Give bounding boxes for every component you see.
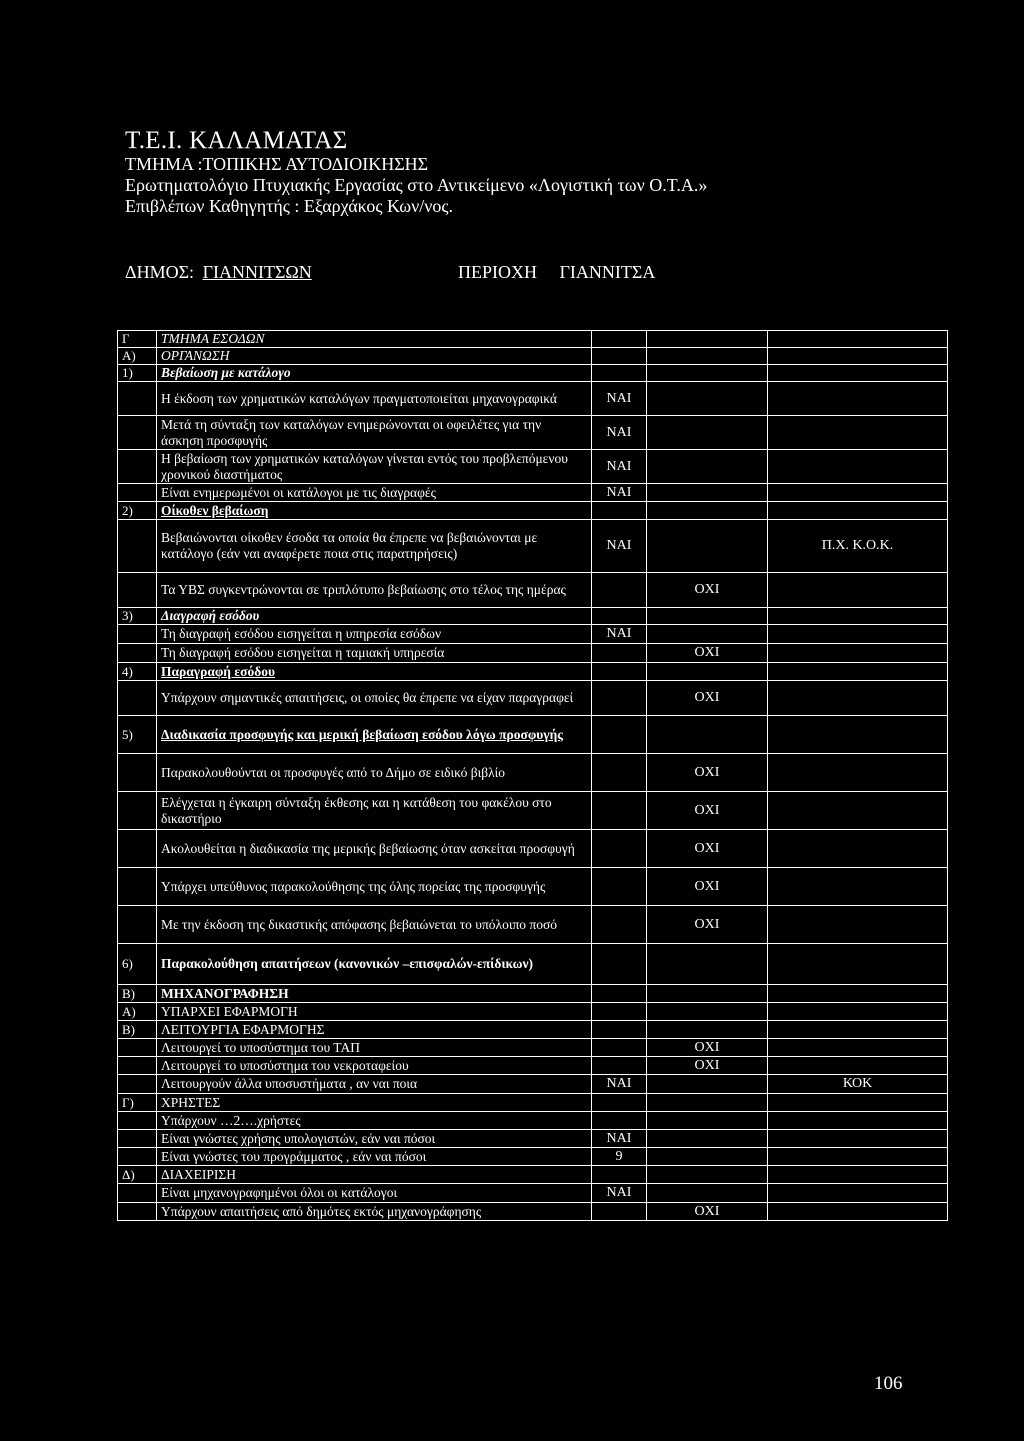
- row-note: [768, 416, 948, 450]
- row-label: [118, 1039, 157, 1057]
- row-label: Β): [118, 1021, 157, 1039]
- row-answer-yes: ΝΑΙ: [592, 450, 647, 484]
- survey-line: Ερωτηματολόγιο Πτυχιακής Εργασίας στο Αντικείμενο «Λογιστική των Ο.Τ.Α.»: [125, 175, 708, 195]
- row-question: Διαδικασία προσφυγής και μερική βεβαίωση εσόδου λόγω προσφυγής: [157, 716, 592, 754]
- row-note: [768, 830, 948, 868]
- row-note: [768, 625, 948, 644]
- row-question: Είναι μηχανογραφημένοι όλοι οι κατάλογοι: [157, 1184, 592, 1203]
- row-note: [768, 484, 948, 502]
- table-row: [118, 1021, 948, 1039]
- row-note: [768, 382, 948, 416]
- row-answer-yes: [592, 331, 647, 348]
- row-note: [768, 502, 948, 520]
- row-answer-yes: [592, 502, 647, 520]
- row-label: [118, 484, 157, 502]
- table-row: [118, 1166, 948, 1184]
- row-question: ΛΕΙΤΟΥΡΓΙΑ ΕΦΑΡΜΟΓΗΣ: [157, 1021, 592, 1039]
- row-label: [118, 573, 157, 608]
- row-answer-yes: ΝΑΙ: [592, 625, 647, 644]
- row-question: Λειτουργούν άλλα υποσυστήματα , αν ναι ποια: [157, 1075, 592, 1094]
- table-row: [118, 416, 948, 450]
- row-answer-yes: ΝΑΙ: [592, 382, 647, 416]
- row-question: ΟΡΓΑΝΩΣΗ: [157, 348, 592, 365]
- row-question: Με την έκδοση της δικαστικής απόφασης βεβαιώνεται το υπόλοιπο ποσό: [157, 906, 592, 944]
- table-row: [118, 1057, 948, 1075]
- row-answer-yes: [592, 1112, 647, 1130]
- table-row: [118, 868, 948, 906]
- row-answer-yes: [592, 1203, 647, 1221]
- row-answer-no: [647, 716, 768, 754]
- row-label: 4): [118, 663, 157, 681]
- row-answer-yes: ΝΑΙ: [592, 1075, 647, 1094]
- municipality-value: ΓΙΑΝΝΙΤΣΩΝ: [202, 262, 312, 282]
- row-answer-no: [647, 502, 768, 520]
- table-row: [118, 484, 948, 502]
- table-row: [118, 906, 948, 944]
- row-answer-no: [647, 1112, 768, 1130]
- row-question: Υπάρχουν απαιτήσεις από δημότες εκτός μηχανογράφησης: [157, 1203, 592, 1221]
- row-question: Υπάρχουν σημαντικές απαιτήσεις, οι οποίες θα έπρεπε να είχαν παραγραφεί: [157, 681, 592, 716]
- row-answer-no: [647, 1184, 768, 1203]
- questionnaire-table: [117, 330, 948, 1221]
- table-row: [118, 1203, 948, 1221]
- row-answer-no: [647, 348, 768, 365]
- table-row: [118, 382, 948, 416]
- row-answer-no: [647, 331, 768, 348]
- row-label: 2): [118, 502, 157, 520]
- row-answer-yes: [592, 944, 647, 985]
- row-answer-yes: [592, 365, 647, 382]
- table-row: [118, 450, 948, 484]
- row-answer-no: [647, 1021, 768, 1039]
- row-label: [118, 1112, 157, 1130]
- row-note: [768, 868, 948, 906]
- row-answer-yes: ΝΑΙ: [592, 1130, 647, 1148]
- row-answer-yes: [592, 681, 647, 716]
- row-label: [118, 644, 157, 663]
- row-note: ΚΟΚ: [768, 1075, 948, 1094]
- row-note: [768, 985, 948, 1003]
- table-row: [118, 608, 948, 625]
- table-row: [118, 348, 948, 365]
- table-row: [118, 792, 948, 830]
- row-question: Η βεβαίωση των χρηματικών καταλόγων γίνεται εντός του προβλεπόμενου χρονικού διαστήματος: [157, 450, 592, 484]
- table-row: [118, 502, 948, 520]
- table-row: [118, 1039, 948, 1057]
- row-answer-no: [647, 484, 768, 502]
- row-answer-yes: ΝΑΙ: [592, 484, 647, 502]
- row-label: 3): [118, 608, 157, 625]
- row-label: [118, 1057, 157, 1075]
- municipality-field: [125, 262, 316, 283]
- row-label: Α): [118, 1003, 157, 1021]
- row-answer-no: [647, 1148, 768, 1166]
- row-label: Δ): [118, 1166, 157, 1184]
- row-question: Είναι γνώστες του προγράμματος , εάν ναι πόσοι: [157, 1148, 592, 1166]
- row-note: [768, 608, 948, 625]
- row-answer-no: ΟΧΙ: [647, 681, 768, 716]
- row-note: [768, 365, 948, 382]
- row-answer-no: ΟΧΙ: [647, 1039, 768, 1057]
- row-answer-yes: ΝΑΙ: [592, 520, 647, 573]
- row-label: [118, 520, 157, 573]
- row-answer-no: [647, 382, 768, 416]
- row-answer-yes: ΝΑΙ: [592, 1184, 647, 1203]
- row-note: [768, 944, 948, 985]
- row-question: Παρακολουθούνται οι προσφυγές από το Δήμο σε ειδικό βιβλίο: [157, 754, 592, 792]
- row-answer-no: ΟΧΙ: [647, 573, 768, 608]
- row-note: [768, 1203, 948, 1221]
- row-answer-no: ΟΧΙ: [647, 1203, 768, 1221]
- table-row: [118, 573, 948, 608]
- table-row: [118, 365, 948, 382]
- row-answer-no: [647, 1075, 768, 1094]
- row-answer-yes: [592, 754, 647, 792]
- table-row: [118, 830, 948, 868]
- row-answer-no: [647, 663, 768, 681]
- table-row: [118, 1130, 948, 1148]
- row-question: ΤΜΗΜΑ ΕΣΟΔΩΝ: [157, 331, 592, 348]
- row-note: [768, 1166, 948, 1184]
- row-answer-no: [647, 985, 768, 1003]
- row-answer-yes: [592, 1057, 647, 1075]
- row-answer-no: ΟΧΙ: [647, 1057, 768, 1075]
- row-label: [118, 382, 157, 416]
- region-value: ΓΙΑΝΝΙΤΣΑ: [559, 262, 656, 282]
- row-answer-no: [647, 944, 768, 985]
- row-label: [118, 416, 157, 450]
- table-row: [118, 1148, 948, 1166]
- row-note: [768, 331, 948, 348]
- row-note: [768, 754, 948, 792]
- row-question: Μετά τη σύνταξη των καταλόγων ενημερώνονται οι οφειλέτες για την άσκηση προσφυγής: [157, 416, 592, 450]
- row-question: Είναι ενημερωμένοι οι κατάλογοι με τις διαγραφές: [157, 484, 592, 502]
- row-answer-no: [647, 365, 768, 382]
- row-answer-no: ΟΧΙ: [647, 644, 768, 663]
- row-answer-yes: [592, 573, 647, 608]
- row-answer-no: [647, 1166, 768, 1184]
- supervisor-line: Επιβλέπων Καθηγητής : Εξαρχάκος Κων/νος.: [125, 196, 454, 216]
- row-label: [118, 1130, 157, 1148]
- row-note: [768, 1130, 948, 1148]
- row-answer-yes: [592, 1003, 647, 1021]
- row-label: 1): [118, 365, 157, 382]
- row-answer-no: ΟΧΙ: [647, 868, 768, 906]
- row-question: ΜΗΧΑΝΟΓΡΑΦΗΣΗ: [157, 985, 592, 1003]
- table-row: [118, 1184, 948, 1203]
- row-question: Βεβαιώνονται οίκοθεν έσοδα τα οποία θα έπρεπε να βεβαιώνονται με κατάλογο (εάν ναι αναφέρετε ποια στις παρατηρήσεις): [157, 520, 592, 573]
- row-question: Είναι γνώστες χρήσης υπολογιστών, εάν ναι πόσοι: [157, 1130, 592, 1148]
- row-answer-no: ΟΧΙ: [647, 830, 768, 868]
- row-label: Γ: [118, 331, 157, 348]
- row-answer-yes: [592, 348, 647, 365]
- row-answer-no: ΟΧΙ: [647, 754, 768, 792]
- row-note: [768, 681, 948, 716]
- row-label: Α): [118, 348, 157, 365]
- row-answer-no: [647, 1130, 768, 1148]
- table-row: [118, 1112, 948, 1130]
- row-label: Β): [118, 985, 157, 1003]
- row-question: Ελέγχεται η έγκαιρη σύνταξη έκθεσης και η κατάθεση του φακέλου στο δικαστήριο: [157, 792, 592, 830]
- row-answer-yes: [592, 1166, 647, 1184]
- row-answer-yes: [592, 985, 647, 1003]
- row-answer-no: ΟΧΙ: [647, 906, 768, 944]
- row-answer-yes: [592, 644, 647, 663]
- row-label: [118, 681, 157, 716]
- row-note: [768, 906, 948, 944]
- row-answer-no: [647, 1094, 768, 1112]
- table-row: [118, 663, 948, 681]
- row-answer-no: [647, 416, 768, 450]
- department-line: ΤΜΗΜΑ :ΤΟΠΙΚΗΣ ΑΥΤΟΔΙΟΙΚΗΣΗΣ: [125, 154, 429, 174]
- row-question: Παραγραφή εσόδου: [157, 663, 592, 681]
- row-label: [118, 830, 157, 868]
- table-row: [118, 644, 948, 663]
- row-note: [768, 792, 948, 830]
- row-question: Διαγραφή εσόδου: [157, 608, 592, 625]
- row-answer-yes: [592, 792, 647, 830]
- row-question: ΥΠΑΡΧΕΙ ΕΦΑΡΜΟΓΗ: [157, 1003, 592, 1021]
- row-note: [768, 573, 948, 608]
- row-answer-yes: [592, 716, 647, 754]
- row-label: [118, 1203, 157, 1221]
- row-question: Οίκοθεν βεβαίωση: [157, 502, 592, 520]
- row-question: Λειτουργεί το υποσύστημα του ΤΑΠ: [157, 1039, 592, 1057]
- table-row: [118, 944, 948, 985]
- row-note: [768, 1003, 948, 1021]
- row-answer-yes: [592, 1094, 647, 1112]
- row-answer-no: [647, 625, 768, 644]
- table-row: [118, 985, 948, 1003]
- table-row: [118, 520, 948, 573]
- row-note: [768, 1039, 948, 1057]
- table-row: [118, 1075, 948, 1094]
- row-answer-yes: [592, 868, 647, 906]
- row-answer-no: [647, 450, 768, 484]
- row-label: [118, 625, 157, 644]
- row-note: [768, 348, 948, 365]
- row-note: [768, 716, 948, 754]
- row-answer-yes: 9: [592, 1148, 647, 1166]
- row-note: [768, 450, 948, 484]
- row-question: Η έκδοση των χρηματικών καταλόγων πραγματοποιείται μηχανογραφικά: [157, 382, 592, 416]
- row-answer-no: [647, 1003, 768, 1021]
- row-question: Υπάρχουν …2….χρήστες: [157, 1112, 592, 1130]
- row-label: [118, 450, 157, 484]
- municipality-label: ΔΗΜΟΣ:: [125, 262, 195, 282]
- row-note: [768, 1021, 948, 1039]
- row-answer-yes: [592, 608, 647, 625]
- row-label: [118, 792, 157, 830]
- document-header: [125, 128, 945, 217]
- row-question: Λειτουργεί το υποσύστημα του νεκροταφείου: [157, 1057, 592, 1075]
- table-row: [118, 681, 948, 716]
- row-answer-yes: [592, 1021, 647, 1039]
- row-question: Υπάρχει υπεύθυνος παρακολούθησης της όλης πορείας της προσφυγής: [157, 868, 592, 906]
- row-label: 6): [118, 944, 157, 985]
- table-row: [118, 1003, 948, 1021]
- row-question: Παρακολούθηση απαιτήσεων (κανονικών –επισφαλών-επίδικων): [157, 944, 592, 985]
- table-row: [118, 754, 948, 792]
- row-answer-no: ΟΧΙ: [647, 792, 768, 830]
- row-question: ΔΙΑΧΕΙΡΙΣΗ: [157, 1166, 592, 1184]
- table-row: [118, 1094, 948, 1112]
- row-note: [768, 1057, 948, 1075]
- row-label: [118, 754, 157, 792]
- row-question: Ακολουθείται η διαδικασία της μερικής βεβαίωσης όταν ασκείται προσφυγή: [157, 830, 592, 868]
- row-label: [118, 1075, 157, 1094]
- row-note: [768, 1184, 948, 1203]
- row-answer-yes: [592, 1039, 647, 1057]
- row-note: [768, 1148, 948, 1166]
- row-note: Π.Χ. Κ.Ο.Κ.: [768, 520, 948, 573]
- row-label: [118, 868, 157, 906]
- row-answer-no: [647, 520, 768, 573]
- row-question: Βεβαίωση με κατάλογο: [157, 365, 592, 382]
- row-label: Γ): [118, 1094, 157, 1112]
- table-row: [118, 331, 948, 348]
- row-label: [118, 1184, 157, 1203]
- row-note: [768, 1112, 948, 1130]
- row-question: ΧΡΗΣΤΕΣ: [157, 1094, 592, 1112]
- row-answer-yes: [592, 906, 647, 944]
- row-label: [118, 1148, 157, 1166]
- page-number: 106: [874, 1373, 903, 1394]
- row-note: [768, 663, 948, 681]
- row-answer-yes: [592, 663, 647, 681]
- row-answer-no: [647, 608, 768, 625]
- institution-title: Τ.Ε.Ι. ΚΑΛΑΜΑΤΑΣ: [125, 127, 348, 154]
- row-label: [118, 906, 157, 944]
- region-label: ΠΕΡΙΟΧΗ: [458, 262, 537, 282]
- row-note: [768, 644, 948, 663]
- region-field: [458, 262, 659, 283]
- row-answer-yes: [592, 830, 647, 868]
- row-answer-yes: ΝΑΙ: [592, 416, 647, 450]
- table-row: [118, 625, 948, 644]
- row-note: [768, 1094, 948, 1112]
- row-question: Τη διαγραφή εσόδου εισηγείται η υπηρεσία εσόδων: [157, 625, 592, 644]
- row-question: Τη διαγραφή εσόδου εισηγείται η ταμιακή υπηρεσία: [157, 644, 592, 663]
- table-row: [118, 716, 948, 754]
- row-label: 5): [118, 716, 157, 754]
- row-question: Τα ΥΒΣ συγκεντρώνονται σε τριπλότυπο βεβαίωσης στο τέλος της ημέρας: [157, 573, 592, 608]
